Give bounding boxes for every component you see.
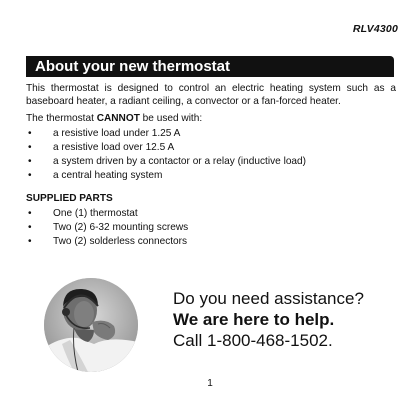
headset-agent-icon (44, 278, 138, 372)
list-item-text: a central heating system (53, 170, 163, 181)
bullet-icon: • (28, 142, 32, 153)
bullet-icon: • (28, 222, 32, 233)
assistance-phone: Call 1-800-468-1502. (173, 331, 333, 350)
cannot-lead-sentence (26, 113, 202, 124)
list-item-text: Two (2) 6-32 mounting screws (53, 222, 189, 233)
list-item-text: a resistive load under 1.25 A (53, 128, 181, 139)
support-agent-photo (44, 278, 138, 372)
assistance-tagline: We are here to help. (173, 310, 335, 329)
list-item-text: Two (2) solderless connectors (53, 236, 188, 247)
list-item-text: One (1) thermostat (53, 208, 138, 219)
bullet-icon: • (28, 208, 32, 219)
model-number: RLV4300 (352, 23, 398, 35)
section-title: About your new thermostat (26, 56, 394, 77)
list-item-text: a system driven by a contactor or a relay (inductive load) (53, 156, 307, 167)
cannot-lead-after: be used with: (139, 113, 203, 124)
page-number: 1 (207, 378, 213, 389)
cannot-lead-before: The thermostat (26, 113, 97, 124)
cannot-emphasis: CANNOT (96, 113, 140, 124)
supplied-parts-heading: SUPPLIED PARTS (26, 193, 113, 204)
list-item-text: a resistive load over 12.5 A (53, 142, 175, 153)
bullet-icon: • (28, 128, 32, 139)
intro-paragraph: This thermostat is designed to control an electric heating system such as a baseboard heater, a radiant ceiling, a convector or a fan-forced heater. (26, 83, 396, 107)
bullet-icon: • (28, 156, 32, 167)
assistance-question: Do you need assistance? (173, 289, 364, 308)
bullet-icon: • (28, 236, 32, 247)
bullet-icon: • (28, 170, 32, 181)
assistance-block (173, 288, 403, 351)
